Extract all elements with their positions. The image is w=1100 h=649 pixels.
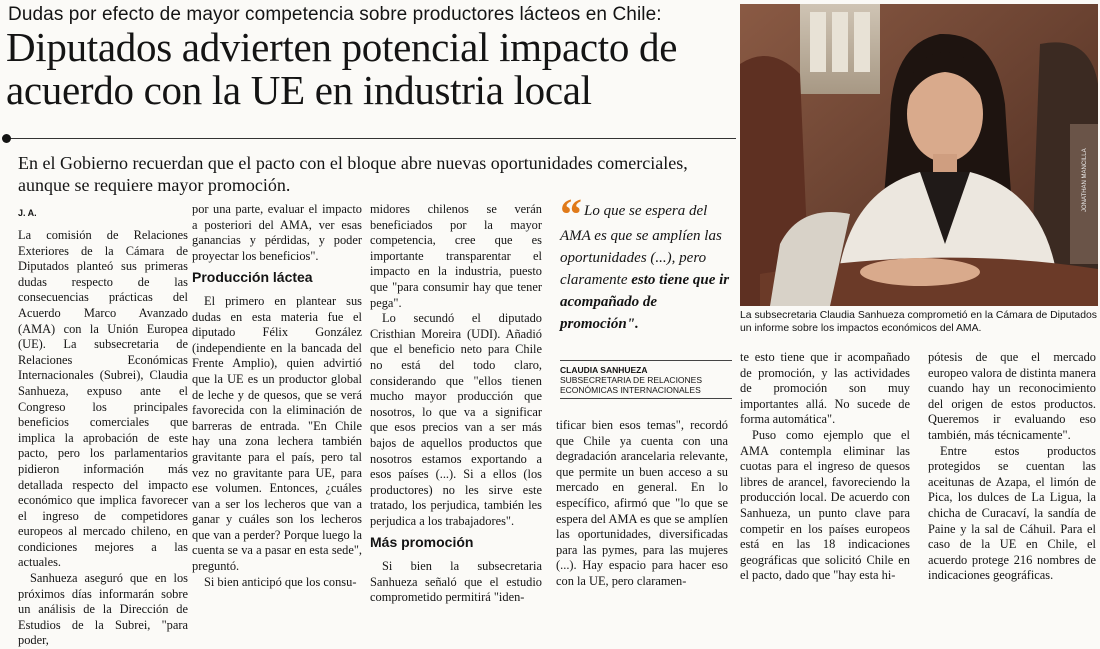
body-paragraph: tificar bien esos temas", recordó que Chile ya cuenta con una degradación arancelaria relevante, que permite un buen acceso a su mercado en general. En lo específico, afirmó que "lo que se espera del AMA es que se amplíen las oportunidades, diversificadas para las pymes, para las mujeres (...). Hay espacio para hacer eso con la UE, pero claramen-: [556, 418, 728, 588]
divider: [6, 138, 736, 139]
quote-attribution: [560, 360, 732, 395]
body-paragraph: El primero en plantear sus dudas en esta materia fue el diputado Félix González (independiente en la bancada del Frente Amplio), quien advirtió que la UE es un productor global de leche y de quesos, que se verá favorecida con la eliminación de barreras de entrada. "En Chile hay una zona lechera también gravitante para el país, pero tal vez no gravitante para UE, para ese volumen. Entonces, ¿cuáles van a ser los lecheros que van a ganar y cuáles son los lecheros que van a perder? Porque luego la cuenta se va a pasar en esta sede", preguntó.: [192, 293, 362, 574]
body-paragraph: por una parte, evaluar el impacto a posteriori del AMA, ver esas ganancias y pérdidas, y poder proyectar los beneficios".: [192, 202, 362, 263]
body-paragraph: Sanhueza aseguró que en los próximos días informarán sobre un análisis de la Dirección de Estudios de la Subrei, "para poder,: [18, 571, 188, 648]
column-1: [18, 228, 188, 648]
quote-mark-icon: “: [560, 190, 582, 239]
column-6: [928, 350, 1096, 583]
column-2: [192, 202, 362, 589]
column-3: [370, 202, 542, 605]
pull-quote: [560, 190, 732, 335]
column-5: [740, 350, 910, 583]
body-paragraph: Puso como ejemplo que el AMA contempla eliminar las cuotas para el ingreso de quesos libres de arancel, favoreciendo la producción local. De acuerdo con Sanhueza, un punto clave para competir en los países europeos está en las 18 indicaciones geográficas que solicitó Chile en el pacto, dado que "hay esta hi-: [740, 427, 910, 583]
lead-paragraph: En el Gobierno recuerdan que el pacto con el bloque abre nuevas oportunidades comerciales, aunque se requiere mayor promoción.: [18, 153, 688, 195]
divider: [560, 398, 732, 399]
photo-credit: JONATHAN MANCILLA: [1082, 148, 1088, 212]
quote-role: SUBSECRETARIA DE RELACIONES ECONÓMICAS INTERNACIONALES: [560, 375, 703, 395]
body-paragraph: pótesis de que el mercado europeo valora de distinta manera cuando hay un reconocimiento del origen de estos productos. Queremos ir evaluando eso también, más técnicamente".: [928, 350, 1096, 442]
quote-name: CLAUDIA SANHUEZA: [560, 365, 648, 375]
body-paragraph: La comisión de Relaciones Exteriores de la Cámara de Diputados planteó sus primeras dudas respecto de las consecuencias prácticas del Acuerdo Marco Avanzado (AMA) con la Unión Europea (UE). La subsecretaria de Relaciones Económicas Internacionales (Subrei), Claudia Sanhueza, expuso ante el Congreso los principales beneficios comerciales que implica la aprobación de este pacto, pero los parlamentarios pidieron información más detallada respecto del impacto económico que implica favorecer el ingreso de competidores europeos al mercado chileno, en condiciones mejores a las actuales.: [18, 228, 188, 570]
column-4: [556, 418, 728, 588]
byline: J. A.: [18, 208, 37, 218]
body-paragraph: Lo secundó el diputado Cristhian Moreira (UDI). Añadió que el beneficio neto para Chile no está del todo claro, considerando que "ellos tienen mucho mayor producción que nosotros, lo que va a significar que esos precios van a ser más bajos de aquellos productos que nosotros estamos exportando a esos países (...). Si a ellos (los productores) no les sirve este tratado, los perjudica, también les perjudica a los trabajadores".: [370, 311, 542, 528]
body-paragraph: Si bien anticipó que los consu-: [204, 574, 357, 589]
kicker: Dudas por efecto de mayor competencia sobre productores lácteos en Chile:: [8, 4, 662, 25]
portrait-illustration: [740, 4, 1098, 306]
portrait-photo: [740, 4, 1098, 306]
body-paragraph: midores chilenos se verán beneficiados por la mayor competencia, cree que es importante transparentar el impacto en la industria, puesto que "para consumir hay que tener pega".: [370, 202, 542, 310]
subhead: Producción láctea: [192, 269, 313, 286]
quote-end: ".: [626, 316, 639, 332]
body-paragraph: Entre estos productos protegidos se cuentan las aceitunas de Azapa, el limón de Pica, los dulces de La Ligua, la chicha de Curacaví, la sandía de Paine y la sal de Cáhuil. Para el caso de la UE en Chile, el acuerdo protege 216 nombres de indicaciones geográficas.: [928, 443, 1096, 583]
headline: Diputados advierten potencial impacto de acuerdo con la UE en industria local: [6, 24, 678, 113]
quote-emphasis: esto tiene que ir acompañado de promoción: [560, 272, 730, 332]
bullet-dot-icon: [2, 134, 11, 143]
quote-text: Lo que se espera del AMA es que se amplíen las oportunidades (...), pero claramente: [560, 203, 722, 288]
subhead: Más promoción: [370, 534, 474, 551]
photo-caption: La subsecretaria Claudia Sanhueza comprometió en la Cámara de Diputados un informe sobre los impactos económicos del AMA.: [740, 310, 1097, 334]
body-paragraph: Si bien la subsecretaria Sanhueza señaló que el estudio comprometido permitirá "iden-: [370, 559, 542, 605]
body-paragraph: te esto tiene que ir acompañado de promoción, y las actividades de promoción son muy importantes allá. No sucede de forma automática".: [740, 350, 910, 427]
